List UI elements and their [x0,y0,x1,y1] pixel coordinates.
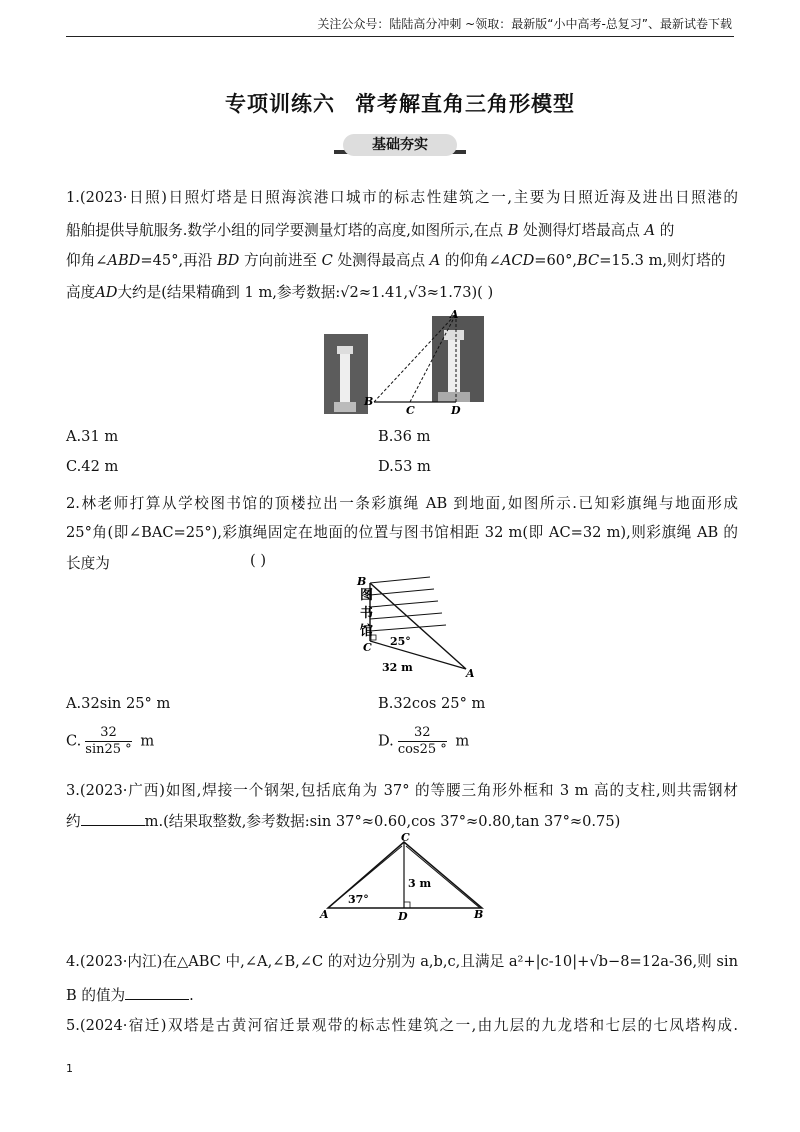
q3-figure [316,832,488,924]
label-C: C [401,832,410,844]
label-D: D [451,404,461,417]
q2-line2: 25°角(即∠BAC=25°),彩旗绳固定在地面的位置与图书馆相距 32 m(即 AC=32 m),则彩旗绳 AB 的 [66,524,738,541]
page-header: 关注公众号：陆陆高分冲刺 ~领取：最新版“小中高考-总复习”、最新试卷下载 [317,17,732,31]
page-title [0,88,800,118]
q1-line2: 船舶提供导航服务.数学小组的同学要测量灯塔的高度,如图所示,在点 B 处测得灯塔最高点 A 的 [66,222,675,239]
q4-line1: 4.(2023·内江)在△ABC 中,∠A,∠B,∠C 的对边分别为 a,b,c,且满足 a²+|c-10|+√b−8=12a-36,则 sin [66,953,738,970]
label-B: B [357,575,367,588]
q2-line1: 2.林老师打算从学校图书馆的顶楼拉出一条彩旗绳 AB 到地面,如图所示.已知彩旗绳与地面形成 [66,495,738,512]
q2-option-b: B.32cos 25° m [378,695,486,712]
height-label: 3 m [408,877,432,890]
q1-line1: 1.(2023·日照)日照灯塔是日照海滨港口城市的标志性建筑之一,主要为日照近海及进出日照港的 [66,189,738,206]
page-number: 1 [66,1062,73,1075]
q4-line2: B 的值为 . [66,987,194,1004]
length-label: 32 m [382,661,413,674]
q2-option-d: D. $\frac{32}{\cos 25 ^\circ}$ m [378,725,470,757]
q3-line1: 3.(2023·广西)如图,焊接一个钢架,包括底角为 37° 的等腰三角形外框和 3 m 高的支柱,则共需钢材 [66,782,738,799]
q2-figure [356,573,486,683]
q2-option-a: A.32sin 25° m [66,695,171,712]
q1-figure [320,308,490,420]
q1-option-b: B.36 m [378,428,431,445]
section-badge: 基础夯实 [343,134,457,156]
title-part2: 常考解直角三角形模型 [355,92,575,116]
label-A: A [450,308,459,321]
q1-option-c: C.42 m [66,458,119,475]
q1-line3: 仰角∠ABD=45°,再沿 BD 方向前进至 C 处测得最高点 A 的仰角∠ACD=60°,BC=15.3 m,则灯塔的 [66,252,726,269]
q2-line3: 长度为 [66,555,110,572]
q1-option-a: A.31 m [66,428,119,445]
q3-line2: 约 m.(结果取整数,参考数据:sin 37°≈0.60,cos 37°≈0.80,tan 37°≈0.75) [66,813,621,830]
label-C: C [406,404,415,417]
angle-label: 37° [348,893,369,906]
q1-line4: 高度AD大约是(结果精确到 1 m,参考数据:√2≈1.41,√3≈1.73)( ) [66,284,494,301]
answer-blank[interactable] [125,987,189,1000]
label-A: A [320,908,329,921]
label-D: D [398,910,408,923]
building-char-2: 书 [360,606,374,621]
angle-label: 25° [390,635,411,648]
label-B: B [364,395,374,408]
answer-blank[interactable] [81,813,145,826]
building-char-3: 馆 [360,624,374,639]
label-B: B [474,908,484,921]
label-A: A [466,667,475,680]
q2-option-c: C. $\frac{32}{\sin 25 ^\circ}$ m [66,725,155,757]
q5-line1: 5.(2024·宿迁)双塔是古黄河宿迁景观带的标志性建筑之一,由九层的九龙塔和七层的七凤塔构成. [66,1017,738,1034]
header-rule [66,36,734,37]
q2-answer-bracket: ( ) [250,552,267,569]
title-part1: 专项训练六 [225,92,335,116]
building-char-1: 图 [360,588,374,603]
q1-option-d: D.53 m [378,458,431,475]
label-C: C [363,641,372,654]
